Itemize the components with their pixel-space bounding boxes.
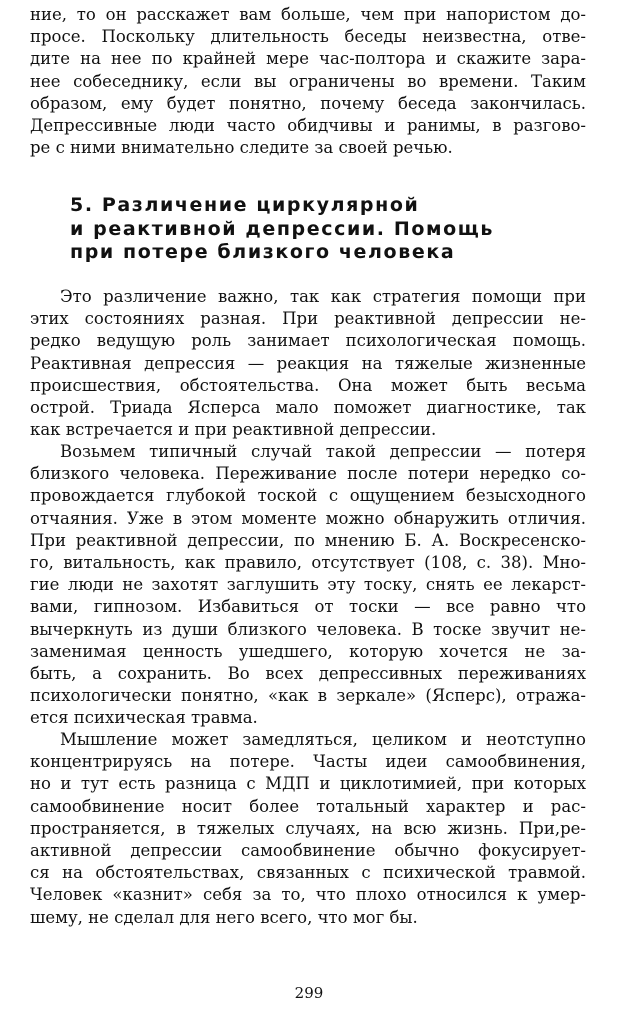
text-line: заменимая ценность ушедшего, которую хочется не за- xyxy=(30,641,586,661)
text-line: гие люди не захотят заглушить эту тоску, снять ее лекарст- xyxy=(30,575,586,595)
top-paragraph xyxy=(30,4,586,159)
text-line: активной депрессии самообвинение обычно фокусирует- xyxy=(30,841,586,861)
text-line: ре с ними внимательно следите за своей речью. xyxy=(30,138,453,158)
paragraph-3 xyxy=(30,729,586,929)
text-line: го, витальность, как правило, отсутствует (108, с. 38). Мно- xyxy=(30,553,586,573)
text-line: ется психическая травма. xyxy=(30,708,258,728)
text-line: образом, ему будет понятно, почему беседа закончилась. xyxy=(30,93,586,113)
text-line: При реактивной депрессии, по мнению Б. А. Воскресенско- xyxy=(30,530,586,550)
text-line: близкого человека. Переживание после потери нередко со- xyxy=(30,464,586,484)
text-line: Человек «казнит» себя за то, что плохо относился к умер- xyxy=(30,885,586,905)
text-line: Мышление может замедляться, целиком и неотступно xyxy=(60,730,586,749)
text-line: отчаяния. Уже в этом моменте можно обнаружить отличия. xyxy=(30,508,586,528)
text-line: вами, гипнозом. Избавиться от тоски — все равно что xyxy=(30,597,586,617)
text-line: но и тут есть разница с МДП и циклотимией, при которых xyxy=(30,774,586,794)
section-heading xyxy=(70,194,550,265)
text-line: нее собеседнику, если вы ограничены во времени. Таким xyxy=(30,71,586,91)
text-line: Это различение важно, так как стратегия помощи при xyxy=(60,287,586,306)
text-line: ние, то он расскажет вам больше, чем при напористом до- xyxy=(30,5,586,24)
text-line: Возьмем типичный случай такой депрессии — потеря xyxy=(60,442,586,461)
page-number: 299 xyxy=(294,984,324,1002)
text-line: вычеркнуть из души близкого человека. В тоске звучит не- xyxy=(30,619,586,639)
text-line: психологически понятно, «как в зеркале» (Ясперс), отража- xyxy=(30,686,586,706)
paragraph-1 xyxy=(30,286,586,441)
text-line: просе. Поскольку длительность беседы неизвестна, отве- xyxy=(30,27,586,47)
text-line: острой. Триада Ясперса мало поможет диагностике, так xyxy=(30,398,586,418)
text-line: как встречается и при реактивной депрессии. xyxy=(30,420,437,440)
text-line: Реактивная депрессия — реакция на тяжелые жизненные xyxy=(30,353,586,373)
text-line: дите на нее по крайней мере час-полтора и скажите зара- xyxy=(30,49,586,69)
heading-line: при потере близкого человека xyxy=(70,241,456,263)
text-line: пространяется, в тяжелых случаях, на всю жизнь. При,ре- xyxy=(30,818,586,838)
heading-line: и реактивной депрессии. Помощь xyxy=(70,217,494,240)
text-line: быть, а сохранить. Во всех депрессивных переживаниях xyxy=(30,664,586,684)
heading-line: 5. Различение циркулярной xyxy=(70,194,420,216)
text-line: происшествия, обстоятельства. Она может быть весьма xyxy=(30,375,586,395)
text-line: концентрируясь на потере. Часты идеи самообвинения, xyxy=(30,752,586,772)
paragraph-2 xyxy=(30,441,586,730)
text-line: самообвинение носит более тотальный характер и рас- xyxy=(30,796,586,816)
text-line: Депрессивные люди часто обидчивы и ранимы, в разгово- xyxy=(30,116,586,136)
text-line: шему, не сделал для него всего, что мог бы. xyxy=(30,907,418,927)
text-line: ся на обстоятельствах, связанных с психической травмой. xyxy=(30,863,586,883)
text-line: провождается глубокой тоской с ощущением безысходного xyxy=(30,486,586,506)
text-line: этих состояниях разная. При реактивной депрессии не- xyxy=(30,309,586,329)
text-line: редко ведущую роль занимает психологическая помощь. xyxy=(30,331,586,351)
